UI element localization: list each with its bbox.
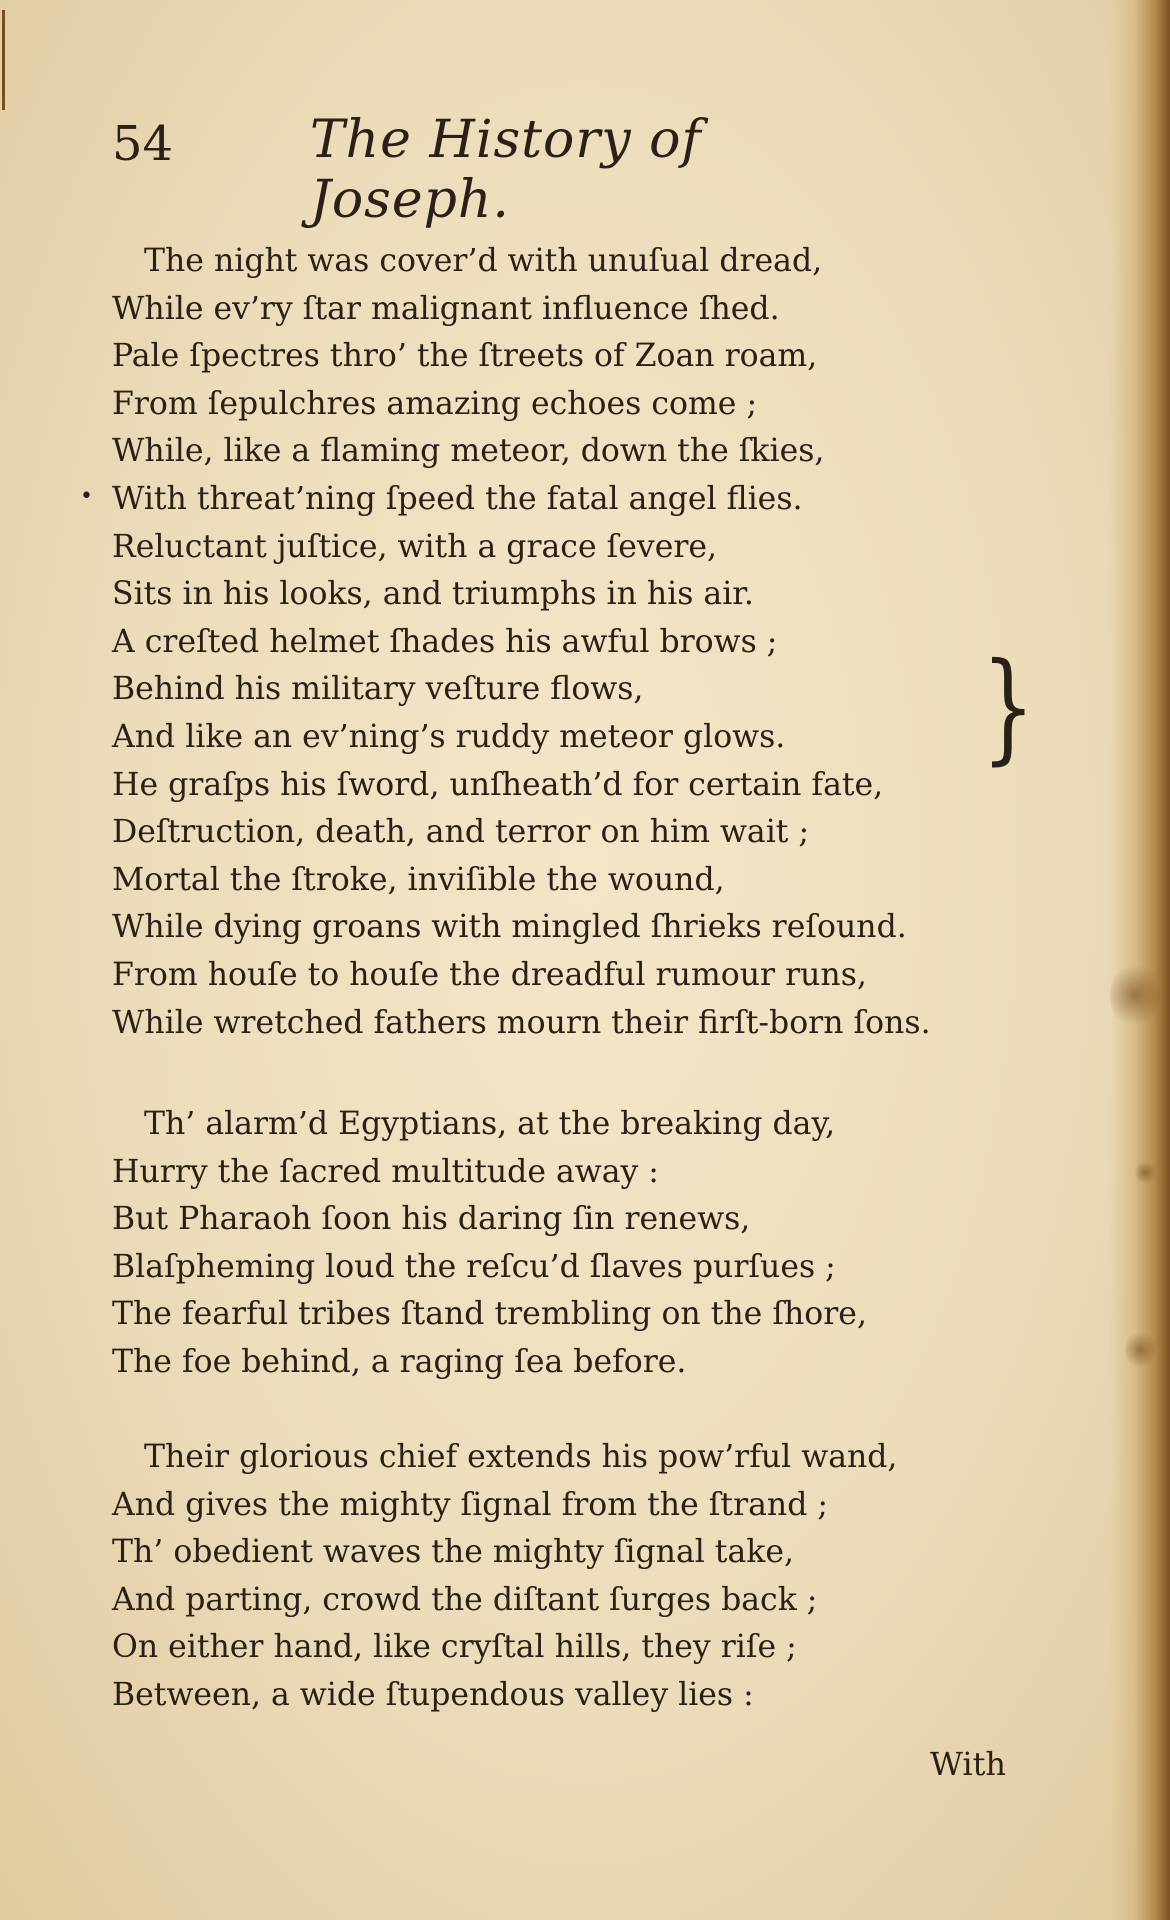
verse-line: A creſted helmet ſhades his awful brows ;: [112, 623, 778, 660]
verse-line: Hurry the ſacred multitude away :: [112, 1153, 659, 1190]
verse-line: The foe behind, a raging ſea before.: [112, 1343, 687, 1380]
verse-line: While, like a flaming meteor, down the ſkies,: [112, 433, 825, 470]
verse-line: But Pharaoh ſoon his daring ſin renews,: [112, 1201, 751, 1238]
verse-line: Sits in his looks, and triumphs in his air.: [112, 576, 754, 613]
verse-line: Reluctant juſtice, with a grace ſevere,: [112, 528, 718, 565]
verse-line: And parting, crowd the diſtant ſurges back ;: [112, 1581, 818, 1618]
verse-line: Th’ alarm’d Egyptians, at the breaking day,: [144, 1106, 836, 1142]
verse-line: Mortal the ſtroke, inviſible the wound,: [112, 861, 725, 898]
triplet-brace: }: [981, 638, 1035, 777]
verse-line: While dying groans with mingled ſhrieks reſound.: [112, 909, 907, 946]
verse-line: From ſepulchres amazing echoes come ;: [112, 385, 758, 422]
margin-bullet: •: [80, 484, 93, 509]
catchword: With: [930, 1745, 1007, 1783]
verse-line: Pale ſpectres thro’ the ſtreets of Zoan roam,: [112, 338, 818, 375]
stanza-2: [112, 1101, 867, 1387]
left-margin-mark: [2, 10, 5, 110]
verse-line: Blaſpheming loud the reſcu’d ſlaves purſues ;: [112, 1248, 836, 1285]
foxing-stain: [1110, 960, 1160, 1030]
running-title: The History of Joseph.: [310, 110, 702, 230]
verse-line: The fearful tribes ſtand trembling on the ſhore,: [112, 1296, 867, 1333]
verse-line: Behind his military veſture flows,: [112, 671, 644, 708]
foxing-stain: [1135, 1160, 1155, 1185]
verse-line: Between, a wide ſtupendous valley lies :: [112, 1676, 754, 1713]
verse-line: Their glorious chief extends his pow’rful wand,: [144, 1439, 898, 1475]
foxing-stain: [1125, 1330, 1155, 1370]
running-header: [112, 110, 872, 230]
stanza-3: [112, 1434, 897, 1720]
verse-line: Th’ obedient waves the mighty ſignal take,: [112, 1534, 794, 1571]
page-number: 54: [112, 116, 174, 172]
verse-line: On either hand, like cryſtal hills, they riſe ;: [112, 1629, 797, 1666]
stanza-1: [112, 238, 931, 1047]
verse-line: While wretched fathers mourn their firſt-born ſons.: [112, 1004, 931, 1041]
verse-line: And like an ev’ning’s ruddy meteor glows.: [112, 718, 786, 755]
verse-line: Deſtruction, death, and terror on him wait ;: [112, 814, 810, 851]
verse-line: From houſe to houſe the dreadful rumour runs,: [112, 956, 867, 993]
verse-line: While ev’ry ſtar malignant influence ſhed.: [112, 290, 780, 327]
verse-line: And gives the mighty ſignal from the ſtrand ;: [112, 1486, 828, 1523]
verse-line: The night was cover’d with unuſual dread,: [144, 243, 823, 279]
verse-line: With threat’ning ſpeed the fatal angel flies.: [112, 480, 803, 517]
verse-line: He graſps his ſword, unſheath’d for certain fate,: [112, 766, 884, 803]
